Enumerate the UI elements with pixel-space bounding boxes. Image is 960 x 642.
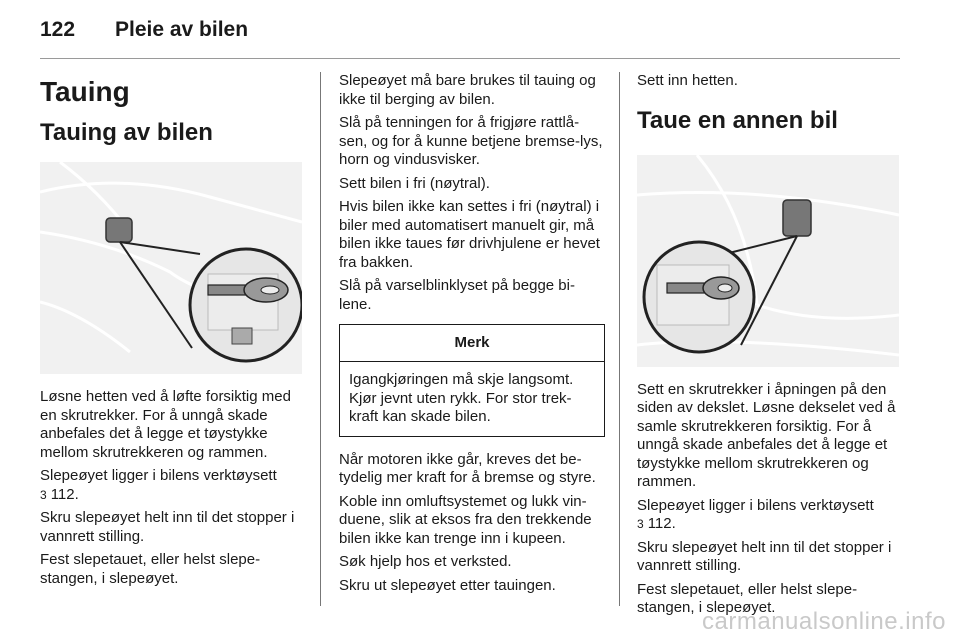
section-title: Pleie av bilen [115, 18, 249, 41]
column-divider-2 [619, 72, 620, 606]
page-header [40, 18, 248, 48]
paragraph-loosen-cap: Løsne hetten ved å løfte forsiktig med en skrutrekker. For å unngå skade anbefales det å legge et tøystykke mellom skrutrekkeren og rammen. [40, 388, 291, 461]
paragraph-ignition: Slå på tenningen for å frigjøre rattlå-sen, og for å kunne betjene bremse-lys, horn og vindusvisker. [339, 114, 603, 168]
paragraph-attach-rope: Fest slepetauet, eller helst slepe-stangen, i slepeøyet. [40, 551, 261, 587]
paragraph-screw-in-2: Skru slepeøyet helt inn til det stopper i vannrett stilling. [637, 538, 892, 574]
note-box [339, 324, 605, 437]
paragraph-tow-eye-location [40, 467, 306, 504]
paragraph-attach-rope-2: Fest slepetauet, eller helst slepe-stangen, i slepeøyet. [637, 580, 858, 616]
rear-bumper-illustration [637, 155, 899, 367]
column-1 [40, 72, 306, 593]
paragraph-neutral: Sett bilen i fri (nøytral). [339, 174, 490, 192]
paragraph-engine-off: Når motoren ikke går, kreves det be-tydelig mer kraft for å bremse og styre. [339, 450, 596, 486]
note-title: Merk [340, 325, 604, 362]
tow-eye-location-text: Slepeøyet ligger i bilens verktøysett [40, 467, 277, 484]
main-heading: Tauing [40, 76, 130, 107]
paragraph-insert-screwdriver: Sett en skrutrekker i åpningen på den siden av dekslet. Løsne dekselet ved å samle skrutrekkeren forsiktig. For å unngå skade anbefales det å legge et tøystykke mellom skrutrekkeren og rammen. [637, 380, 896, 490]
subheading-tow-own-car: Tauing av bilen [40, 119, 213, 146]
page-reference: 112. [50, 485, 79, 503]
paragraph-automatic: Hvis bilen ikke kan settes i fri (nøytral) i biler med automatisert manuelt gir, må bilen ikke taues før drivhjulene er hevet fra bakken. [339, 198, 600, 271]
arrow-ref-icon: 3 [637, 517, 644, 531]
page-number: 122 [40, 18, 76, 41]
column-3 [637, 72, 903, 623]
paragraph-screw-in: Skru slepeøyet helt inn til det stopper i vannrett stilling. [40, 509, 295, 545]
column-2 [339, 72, 605, 600]
paragraph-usage: Slepeøyet må bare brukes til tauing og ikke til berging av bilen. [339, 72, 596, 108]
arrow-ref-icon: 3 [40, 487, 47, 502]
page-reference-2: 112. [647, 515, 676, 532]
tow-eye-location-text-2: Slepeøyet ligger i bilens verktøysett [637, 496, 874, 514]
figure-rear-tow-eye [637, 155, 899, 367]
paragraph-tow-eye-location-2 [637, 497, 903, 534]
watermark: carmanualsonline.info [702, 608, 946, 635]
paragraph-workshop: Søk hjelp hos et verksted. [339, 553, 512, 570]
header-rule [40, 58, 900, 59]
front-bumper-illustration [40, 162, 302, 374]
note-body: Igangkjøringen må skje langsomt. Kjør jevnt uten rykk. For stor trek-kraft kan skade bilen. [349, 371, 574, 425]
paragraph-hazard-lights: Slå på varselblinklyset på begge bi-lene. [339, 277, 575, 313]
paragraph-recirculation: Koble inn omluftsystemet og lukk vin-duene, slik at eksos fra den trekkende bilen ikke kan trenge inn i kupeen. [339, 492, 592, 547]
tow-cap-icon [106, 218, 132, 242]
figure-front-tow-eye [40, 162, 302, 374]
subheading-tow-other-car: Taue en annen bil [637, 106, 838, 134]
paragraph-remove-eye: Skru ut slepeøyet etter tauingen. [339, 576, 556, 594]
rear-tow-cap-icon [783, 200, 811, 236]
column-divider-1 [320, 72, 321, 606]
paragraph-insert-cap: Sett inn hetten. [637, 72, 738, 89]
